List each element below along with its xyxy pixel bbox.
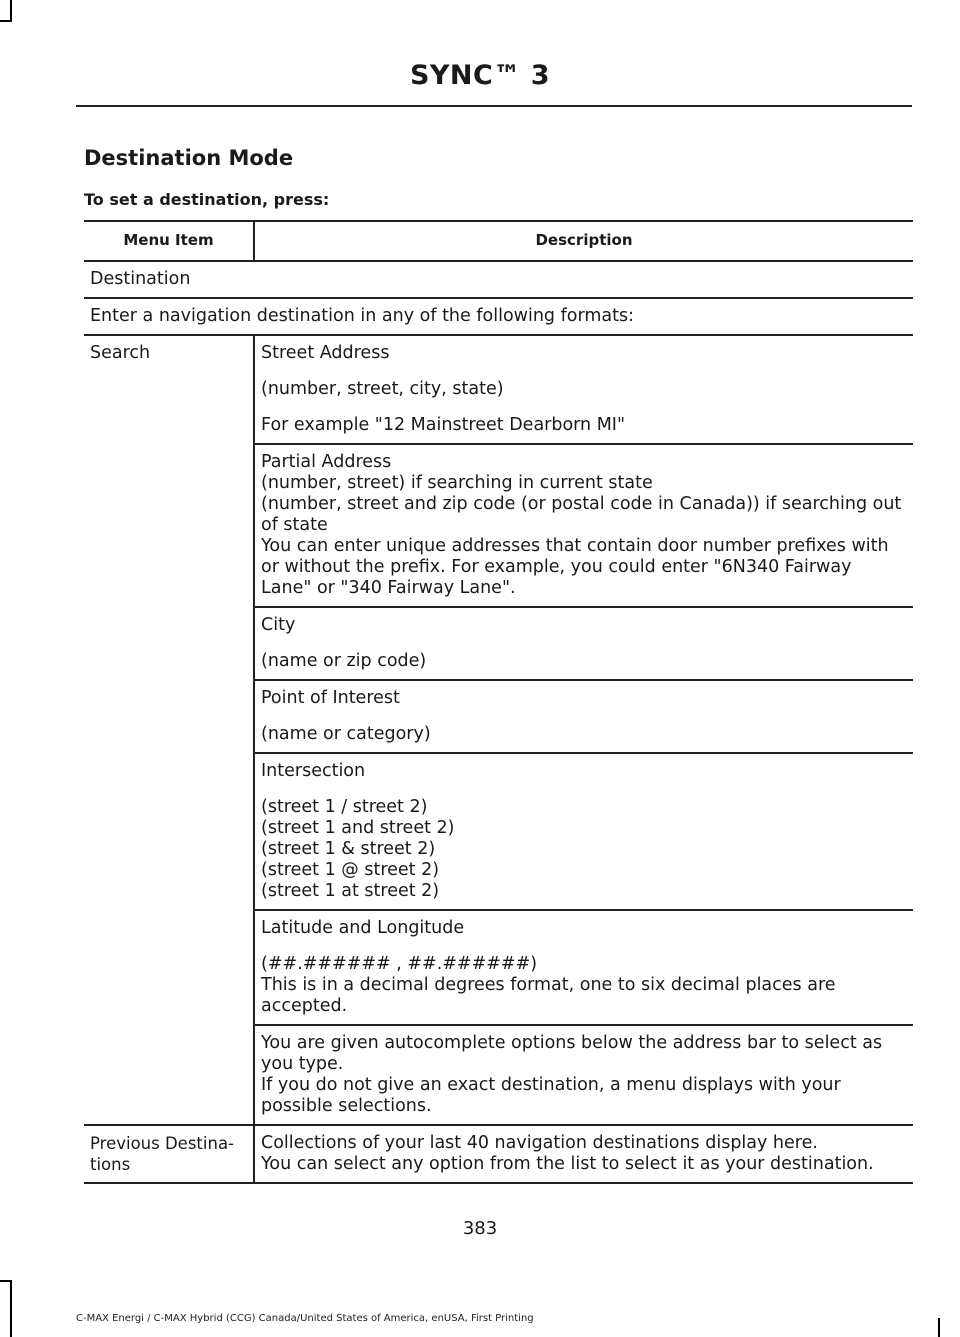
table-row [84,298,913,335]
desc-line: For example "12 Mainstreet Dearborn MI" [261,415,626,435]
section-title: Destination Mode [84,146,294,170]
crop-mark [938,1318,940,1337]
desc-line: You can enter unique addresses that contain door number prefixes with or without the prefix. For example, you could enter "6N340 Fairway Lane" or "340 Fairway Lane". [261,536,889,598]
desc-intersection [254,753,913,910]
desc-previous-destinations [254,1125,913,1183]
desc-line: (name or category) [261,724,431,744]
table-header-row [84,221,913,261]
desc-line: City [261,615,296,635]
desc-street-address [254,335,913,444]
column-header-menu-item: Menu Item [84,221,254,261]
header-divider [76,105,912,107]
desc-line: Partial Address [261,452,392,472]
crop-mark [10,1280,12,1337]
desc-line: (street 1 @ street 2) [261,860,440,880]
desc-line: Collections of your last 40 navigation destinations display here. [261,1133,818,1153]
row-enter-destination: Enter a navigation destination in any of the following formats: [84,298,913,335]
desc-partial-address [254,444,913,607]
row-destination: Destination [84,261,913,298]
desc-line: You are given autocomplete options below the address bar to select as you type. [261,1033,883,1074]
crop-mark [0,20,12,22]
desc-line: You can select any option from the list to select it as your destination. [261,1154,874,1174]
desc-autocomplete [254,1025,913,1125]
desc-line: (name or zip code) [261,651,427,671]
crop-mark [0,1280,12,1282]
page-header-title: SYNC™ 3 [409,60,551,91]
desc-point-of-interest [254,680,913,753]
desc-line: (street 1 and street 2) [261,818,455,838]
desc-line: Point of Interest [261,688,400,708]
desc-line: (street 1 at street 2) [261,881,440,901]
desc-line: This is in a decimal degrees format, one to six decimal places are accepted. [261,975,836,1016]
table-row [84,1125,913,1183]
desc-line: (number, street) if searching in current state [261,473,653,493]
desc-line: Intersection [261,761,366,781]
crop-mark [10,0,12,22]
desc-city [254,607,913,680]
table-row [84,261,913,298]
desc-line: If you do not give an exact destination, a menu displays with your possible selections. [261,1075,841,1116]
desc-line: Street Address [261,343,390,363]
section-lead: To set a destination, press: [84,190,330,209]
column-header-description: Description [254,221,913,261]
desc-latitude-longitude [254,910,913,1025]
desc-line: (##.###### , ##.######) [261,954,538,974]
destination-table [84,220,906,1184]
menu-item-previous-destinations: Previous Destina-tions [84,1125,254,1183]
desc-line: (street 1 / street 2) [261,797,428,817]
desc-line: (number, street, city, state) [261,379,504,399]
desc-line: (street 1 & street 2) [261,839,436,859]
table-row [84,335,913,444]
footer-edition-text: C-MAX Energi / C-MAX Hybrid (CCG) Canada/United States of America, enUSA, First Printing [76,1313,534,1324]
desc-line: (number, street and zip code (or postal code in Canada)) if searching out of state [261,494,902,535]
desc-line: Latitude and Longitude [261,918,465,938]
menu-item-search: Search [84,335,254,1125]
page-number: 383 [462,1218,498,1239]
